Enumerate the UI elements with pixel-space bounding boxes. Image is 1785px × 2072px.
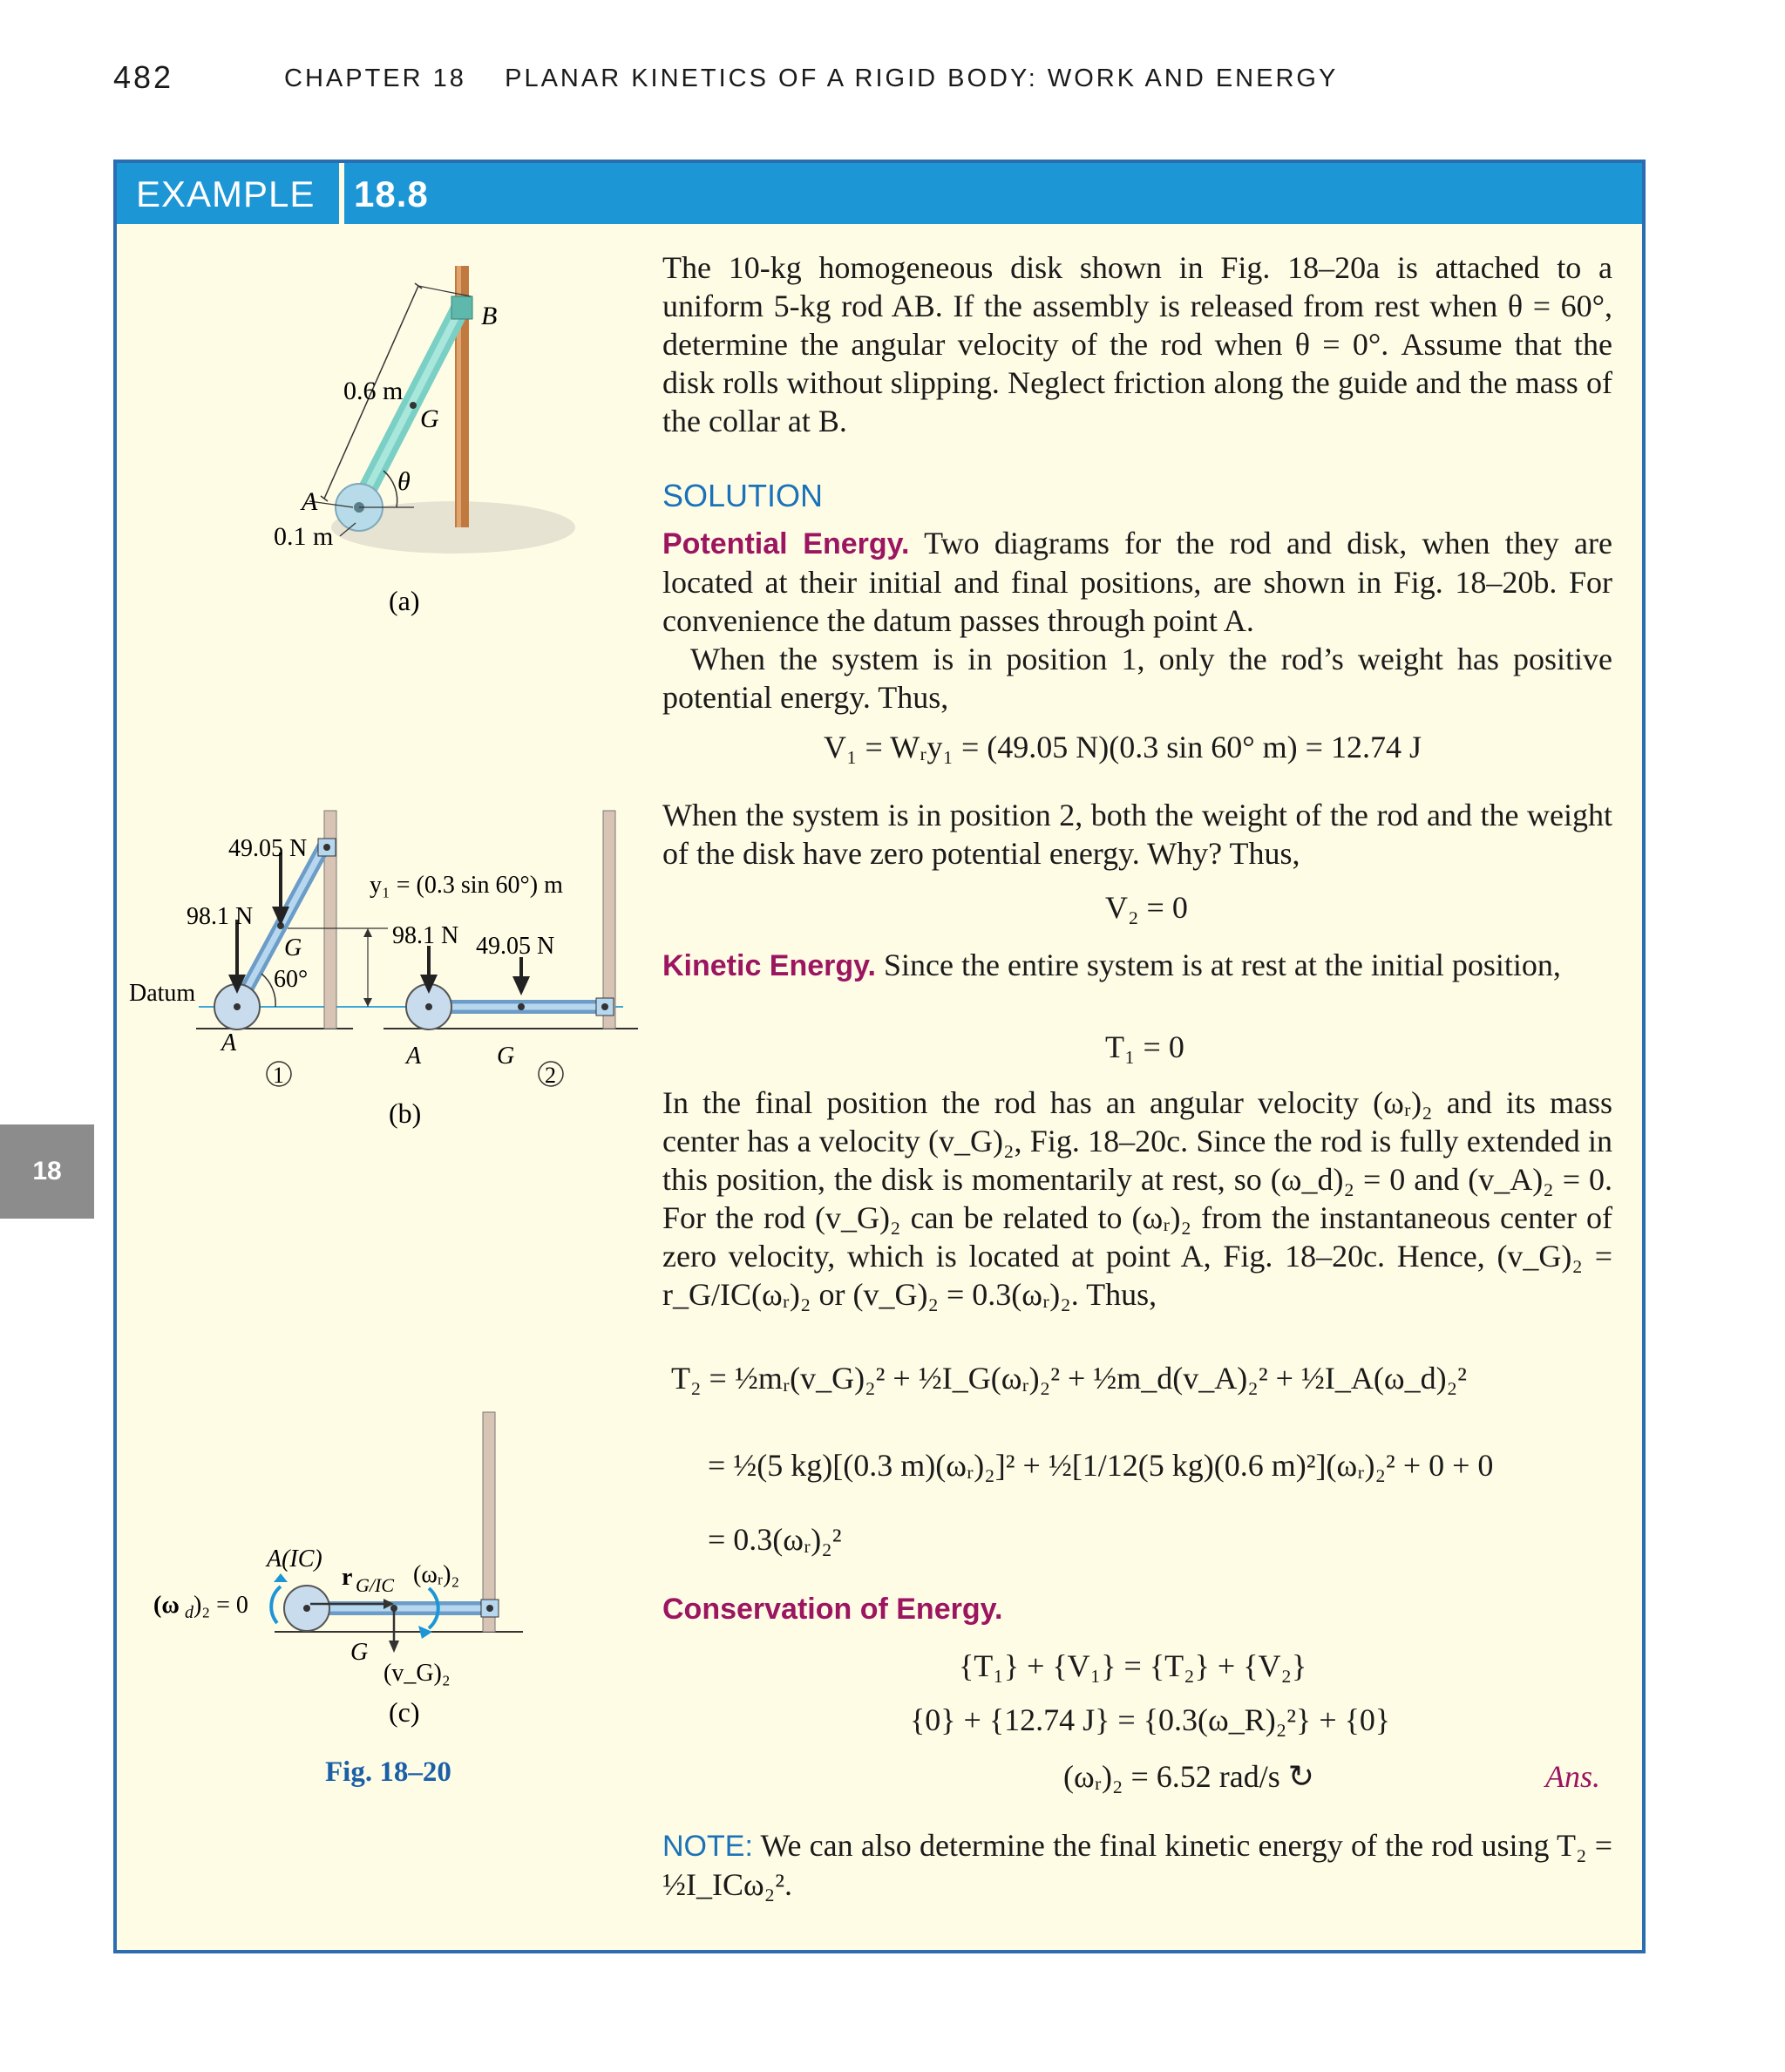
equation-v1: V₁ = Wᵣy₁ = (49.05 N)(0.3 sin 60° m) = 12.74 J [824,730,1422,764]
equation-t2-line-2: = ½(5 kg)[(0.3 m)(ωᵣ)₂]² + ½[1/12(5 kg)(0.6 m)²](ωᵣ)₂² + 0 + 0 [708,1448,1494,1483]
label-datum: Datum [129,980,196,1007]
potential-energy-text-3-block [662,796,1612,873]
kinetic-energy-text-2-block [662,1084,1612,1314]
collar-b [451,296,472,319]
example-label: EXAMPLE [136,173,316,214]
potential-energy-text-1: Two diagrams for the rod and disk, when they are located at their initial and final positions, are shown in Fig. 18–20b. For convenience the datum passes through point A. [662,526,1612,638]
label-disk-weight-b2: 98.1 N [392,922,459,949]
problem-text: The 10-kg homogeneous disk shown in Fig. 18–20a is attached to a uniform 5-kg rod AB. If the assembly is released from rest when θ = 60°, determine the angular velocity of the rod when θ = 0°. Assume that the disk rolls without slipping. Neglect friction along the guide and the mass of the collar at B. [662,250,1612,438]
equation-t2-line-3: = 0.3(ωᵣ)₂² [708,1522,842,1557]
kinetic-energy-heading: Kinetic Energy. [662,949,876,982]
label-wd-sub: d [185,1603,193,1622]
caption-a: (a) [389,585,420,616]
figure-a [309,266,575,554]
page-number: 482 [113,59,174,95]
label-position-1: 1 [273,1063,284,1088]
label-aic: A(IC) [267,1546,322,1573]
answer-label: Ans. [1545,1759,1600,1794]
label-b-a: B [481,302,498,330]
label-g-b: G [284,934,302,961]
conservation-heading: Conservation of Energy. [662,1593,1003,1626]
label-rgic: r [342,1564,353,1591]
caption-b: (b) [389,1097,422,1129]
kinetic-energy-text-1: Since the entire system is at rest at the initial position, [884,948,1561,982]
kinetic-energy-text-2: In the final position the rod has an angular velocity (ωᵣ)₂ and its mass center has a velocity (v_G)₂, Fig. 18–20c. Since the rod is fully extended in this position, the disk is momentarily at rest, so (ω_d)₂ = 0 and (v_A)₂ = 0. For the rod (v_G)₂ can be related to (ωᵣ)₂ from the instantaneous center of zero velocity, which is located at point A, Fig. 18–20c. Hence, (v_G)₂ = r_G/IC(ωᵣ)₂ or (v_G)₂ = 0.3(ωᵣ)₂. Thus, [662,1085,1612,1312]
chapter-title: CHAPTER 18 PLANAR KINETICS OF A RIGID BODY: WORK AND ENERGY [284,65,1339,92]
label-angle-b: 60° [274,966,309,993]
label-rgic-sub: G/IC [356,1574,394,1596]
note-label: NOTE: [662,1830,753,1863]
label-wd-rest: )₂ = 0 [193,1592,248,1619]
label-position-2: 2 [545,1063,556,1088]
label-y1: y₁ = (0.3 sin 60°) m [370,872,563,899]
label-wr-c: (ωᵣ)₂ [413,1561,460,1588]
label-a-b: A [221,1029,237,1056]
potential-energy-heading: Potential Energy. [662,527,910,560]
equation-result: (ωᵣ)₂ = 6.52 rad/s ↻ [1063,1759,1314,1794]
equation-t1: T₁ = 0 [1105,1029,1184,1064]
label-g-a: G [420,404,439,433]
label-a-b2: A [406,1043,422,1070]
label-wd-c: (ω [153,1592,180,1619]
note-block [662,1826,1612,1904]
label-a-a: A [302,487,318,516]
label-rod-weight-b2: 49.05 N [476,933,555,960]
label-g-c: G [350,1639,369,1666]
note-text: We can also determine the final kinetic energy of the rod using T₂ = ½I_ICω₂². [662,1828,1612,1902]
potential-energy-section [662,524,1612,717]
label-disk-weight-b: 98.1 N [187,903,254,930]
figure-c [271,1412,523,1653]
caption-c: (c) [389,1696,420,1728]
equation-t2-line-1: T₂ = ½mᵣ(v_G)₂² + ½I_G(ωᵣ)₂² + ½m_d(v_A)₂² + ½I_A(ω_d)₂² [671,1361,1467,1396]
figure-caption: Fig. 18–20 [325,1756,451,1788]
example-number: 18.8 [354,173,429,214]
equation-conservation-1: {T₁} + {V₁} = {T₂} + {V₂} [959,1648,1307,1683]
label-vg-c: (v_G)₂ [383,1660,451,1687]
kinetic-energy-section [662,946,1612,985]
label-rod-weight-b: 49.05 N [228,835,308,862]
potential-energy-text-2: When the system is in position 1, only the rod’s weight has positive potential energy. Thus, [662,642,1612,715]
solution-heading: SOLUTION [662,478,824,513]
potential-energy-text-3: When the system is in position 2, both the weight of the rod and the weight of the disk have zero potential energy. Why? Thus, [662,798,1612,871]
problem-statement [662,248,1612,440]
equation-conservation-2: {0} + {12.74 J} = {0.3(ω_R)₂²} + {0} [910,1702,1391,1737]
label-g-b2: G [497,1043,515,1070]
label-radius-a: 0.1 m [274,522,334,551]
label-length-a: 0.6 m [343,377,404,405]
label-theta-a: θ [397,467,411,496]
chapter-side-tab[interactable]: 18 [0,1124,94,1219]
equation-v2: V₂ = 0 [1105,890,1188,925]
